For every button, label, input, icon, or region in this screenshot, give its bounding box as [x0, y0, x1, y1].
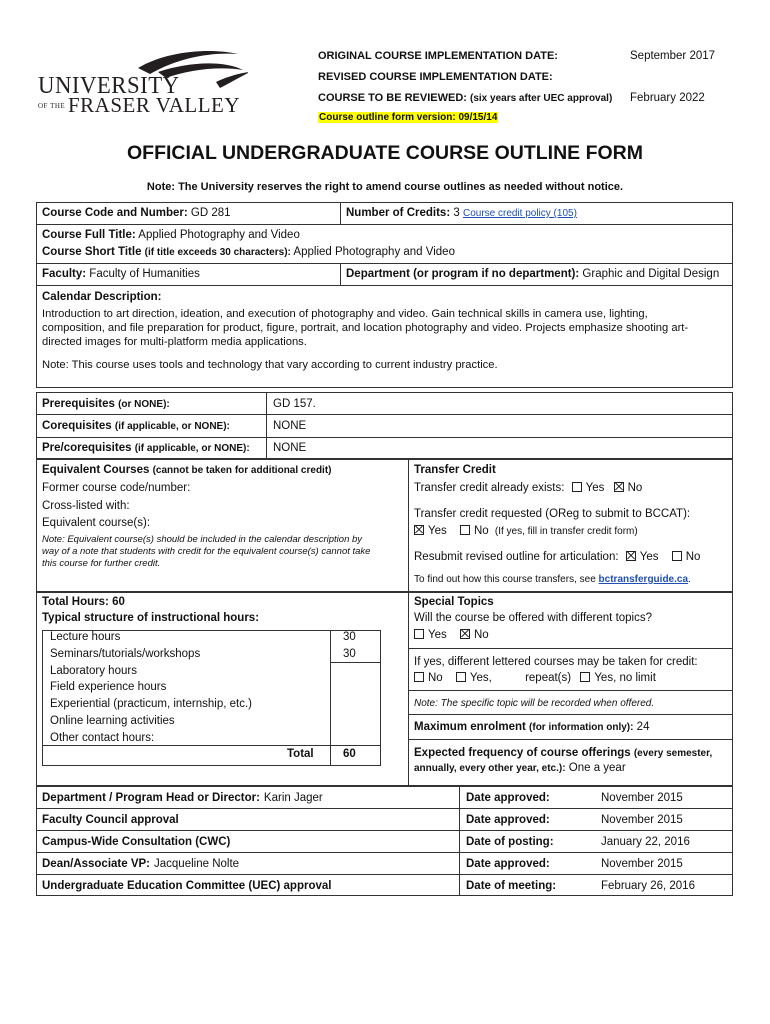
- equivalent-note-2: way of a note that students with credit for the equivalent course(s) cannot take: [42, 546, 371, 557]
- full-title-label: Course Full Title:: [42, 229, 136, 241]
- topic-note: Note: The specific topic will be recorded when offered.: [414, 698, 655, 709]
- faculty-value: Faculty of Humanities: [89, 268, 200, 280]
- review-label: COURSE TO BE REVIEWED:: [318, 92, 467, 104]
- approval-label: Faculty Council approval: [42, 814, 179, 826]
- special-question: Will the course be offered with different topics?: [414, 612, 653, 624]
- precoreq-label: Pre/corequisites: [42, 442, 132, 454]
- resubmit-row: [414, 551, 700, 563]
- credits-label: Number of Credits:: [346, 207, 451, 219]
- transfer-requested: Transfer credit requested (OReg to submit to BCCAT):: [414, 508, 691, 520]
- frequency-note-1: (every semester,: [633, 748, 713, 759]
- equivalent-note-1: Note: Equivalent course(s) should be included in the calendar description by: [42, 534, 363, 545]
- university-logo: [38, 48, 248, 120]
- equivalent-label-note: (cannot be taken for additional credit): [152, 465, 332, 476]
- approval-row-divider: [36, 852, 733, 853]
- hours-row-label: Seminars/tutorials/workshops: [50, 647, 201, 660]
- approval-date-label: Date approved:: [466, 792, 550, 804]
- max-enrolment: [414, 721, 649, 733]
- special-topics-heading: Special Topics: [414, 596, 494, 608]
- approval-label: Campus-Wide Consultation (CWC): [42, 836, 231, 848]
- short-title-value: Applied Photography and Video: [293, 246, 455, 258]
- faculty: [42, 268, 200, 280]
- approval-date-value: November 2015: [601, 858, 683, 870]
- transfer-requested-yes-label: Yes: [428, 525, 447, 537]
- transfer-heading: Transfer Credit: [414, 464, 496, 476]
- hours-row-label: Field experience hours: [50, 681, 167, 694]
- total-hours-value: 60: [112, 596, 125, 608]
- hours-row-label: Lecture hours: [50, 631, 121, 643]
- lettered-nolimit-checkbox[interactable]: [580, 672, 590, 682]
- approval-row-divider: [36, 808, 733, 809]
- full-title: [42, 229, 300, 241]
- lettered-options: [414, 672, 656, 684]
- logo-line-fraser-valley: FRASER VALLEY: [68, 93, 241, 117]
- transfer-exists-row: [414, 482, 642, 494]
- full-title-value: Applied Photography and Video: [138, 229, 300, 241]
- calendar-label: Calendar Description:: [42, 291, 162, 303]
- approval-date-value: February 26, 2016: [601, 880, 695, 892]
- frequency-label: Expected frequency of course offerings: [414, 747, 631, 759]
- approval-label: Department / Program Head or Director:: [42, 792, 260, 804]
- resubmit-no-label: No: [685, 551, 701, 563]
- calendar-note: Note: This course uses tools and technology that vary according to current industry practice.: [42, 359, 498, 371]
- resubmit-yes-checkbox[interactable]: [626, 551, 636, 561]
- review-value: February 2022: [630, 92, 705, 104]
- special-yes-label: Yes: [428, 629, 447, 641]
- coreq-label: Corequisites: [42, 420, 112, 432]
- calendar-line-2: composition, and file preparation for product, figure, portrait, and location photography and video. Projects emphasize shooting art-: [42, 322, 689, 334]
- transfer-exists-yes-label: Yes: [585, 482, 605, 494]
- lettered-yes-label: Yes,: [469, 672, 492, 684]
- approval-date-value: November 2015: [601, 814, 683, 826]
- transfer-exists-no-checkbox[interactable]: [614, 482, 624, 492]
- cross-listed: Cross-listed with:: [42, 500, 130, 512]
- approval-row-divider: [36, 874, 733, 875]
- logo-line-university: UNIVERSITY: [38, 73, 180, 99]
- transfer-exists-no-label: No: [627, 482, 643, 494]
- prereq-value: GD 157.: [273, 398, 316, 410]
- equivalent-courses: Equivalent course(s):: [42, 517, 151, 529]
- lettered-repeat-label: repeat(s): [525, 672, 572, 684]
- transfer-exists-label: Transfer credit already exists:: [414, 482, 565, 494]
- frequency-value: One a year: [568, 762, 626, 774]
- revised-impl-label: REVISED COURSE IMPLEMENTATION DATE:: [318, 71, 553, 83]
- approval-row: [42, 814, 183, 826]
- max-enrolment-label: Maximum enrolment: [414, 721, 526, 733]
- coreq-note: (if applicable, or NONE):: [114, 421, 230, 432]
- approval-date-label: Date approved:: [466, 814, 550, 826]
- max-enrolment-value: 24: [636, 721, 650, 733]
- approval-date-label: Date of meeting:: [466, 880, 557, 892]
- logo-of-the: OF THE: [38, 102, 66, 110]
- coreq-value: NONE: [273, 420, 307, 432]
- amend-note: Note: The University reserves the right to amend course outlines as needed without notice.: [146, 181, 624, 193]
- prereq-note: (or NONE):: [118, 399, 170, 410]
- transfer-requested-note: (If yes, fill in transfer credit form): [494, 526, 638, 537]
- hours-row-label: Other contact hours:: [50, 731, 155, 744]
- total-hours-label: Total Hours:: [42, 596, 109, 608]
- approval-value: Jacqueline Nolte: [154, 858, 240, 870]
- department: [346, 268, 719, 280]
- lettered-no-checkbox[interactable]: [414, 672, 424, 682]
- prereq-label-cell: [42, 398, 170, 410]
- department-value: Graphic and Digital Design: [582, 268, 720, 280]
- prereq-label: Prerequisites: [42, 398, 115, 410]
- approval-row-divider: [36, 830, 733, 831]
- hours-row-label: Laboratory hours: [50, 664, 137, 677]
- approval-date-value: January 22, 2016: [601, 836, 690, 848]
- page-title: OFFICIAL UNDERGRADUATE COURSE OUTLINE FORM: [126, 142, 644, 164]
- special-yes-no: [414, 629, 489, 641]
- lettered-yes-checkbox[interactable]: [456, 672, 466, 682]
- transfer-requested-yes-checkbox[interactable]: [414, 525, 424, 535]
- course-code-value: GD 281: [190, 207, 231, 219]
- department-label: Department (or program if no department):: [346, 268, 580, 280]
- short-title-note: (if title exceeds 30 characters):: [144, 247, 291, 258]
- equivalent-label: Equivalent Courses: [42, 464, 150, 476]
- transfer-requested-options: [414, 525, 638, 537]
- equivalent-note-3: this course for further credit.: [42, 558, 161, 569]
- structure-label: Typical structure of instructional hours:: [42, 612, 260, 624]
- approval-date-label: Date of posting:: [466, 836, 554, 848]
- approval-label: Dean/Associate VP:: [42, 858, 151, 870]
- credits: [346, 207, 577, 219]
- lettered-nolimit-label: Yes, no limit: [594, 672, 656, 684]
- credit-policy-link[interactable]: Course credit policy (105): [462, 208, 577, 219]
- special-no-checkbox[interactable]: [460, 629, 470, 639]
- find-out-row: [414, 574, 691, 585]
- review-note: (six years after UEC approval): [470, 93, 613, 104]
- calendar-line-1: Introduction to art direction, ideation, and execution of photography and video. Gain technical skills in camera use, lighting,: [42, 308, 648, 320]
- approval-label: Undergraduate Education Committee (UEC) approval: [42, 880, 332, 892]
- frequency-line-2: [414, 762, 626, 774]
- resubmit-label: Resubmit revised outline for articulation:: [414, 551, 619, 563]
- orig-impl-value: September 2017: [630, 50, 716, 62]
- bctransferguide-link[interactable]: bctransferguide.ca: [598, 574, 689, 585]
- hours-row-value: 30: [343, 647, 356, 660]
- course-code-label: Course Code and Number:: [42, 207, 188, 219]
- equivalent-heading: [42, 464, 331, 476]
- transfer-exists-yes-checkbox[interactable]: [572, 482, 582, 492]
- hours-sum-label: Total: [287, 748, 314, 760]
- hours-sum-value: 60: [343, 748, 356, 760]
- short-title-label: Course Short Title: [42, 246, 142, 258]
- precoreq-note: (if applicable, or NONE):: [134, 443, 250, 454]
- lettered-no-label: No: [428, 672, 443, 684]
- approval-row: [42, 858, 239, 870]
- orig-impl-label: ORIGINAL COURSE IMPLEMENTATION DATE:: [318, 50, 558, 62]
- resubmit-yes-label: Yes: [639, 551, 659, 563]
- calendar-line-3: directed images for multi-platform media applications.: [42, 336, 307, 348]
- frequency-note-2: annually, every other year, etc.):: [414, 763, 566, 774]
- former-code: Former course code/number:: [42, 482, 191, 494]
- faculty-label: Faculty:: [42, 268, 87, 280]
- hours-row-label: Online learning activities: [50, 715, 175, 727]
- approval-date-label: Date approved:: [466, 858, 550, 870]
- coreq-label-cell: [42, 420, 230, 432]
- approval-row: [42, 792, 323, 804]
- find-out-period: .: [688, 574, 691, 585]
- hours-row-value: 30: [343, 631, 356, 643]
- find-out-text: To find out how this course transfers, see: [414, 574, 596, 585]
- approval-value: Karin Jager: [263, 792, 323, 804]
- credits-value: 3: [453, 207, 460, 219]
- transfer-requested-no-label: No: [473, 525, 489, 537]
- review-row: [318, 92, 612, 104]
- special-no-label: No: [473, 629, 489, 641]
- form-version: [318, 111, 498, 123]
- approval-row: [42, 880, 335, 892]
- hours-row-label: Experiential (practicum, internship, etc.): [50, 698, 252, 711]
- course-code: [42, 207, 231, 219]
- special-yes-checkbox[interactable]: [414, 629, 424, 639]
- approval-row: [42, 836, 234, 848]
- short-title: [42, 246, 455, 258]
- frequency-line-1: [414, 747, 712, 759]
- max-enrolment-note: (for information only):: [529, 722, 634, 733]
- form-version-text: Course outline form version: 09/15/14: [319, 112, 498, 123]
- precoreq-value: NONE: [273, 442, 307, 454]
- transfer-requested-no-checkbox[interactable]: [460, 525, 470, 535]
- resubmit-no-checkbox[interactable]: [672, 551, 682, 561]
- approval-date-value: November 2015: [601, 792, 683, 804]
- precoreq-label-cell: [42, 442, 250, 454]
- lettered-courses: If yes, different lettered courses may be taken for credit:: [414, 656, 698, 668]
- total-hours: [42, 596, 125, 608]
